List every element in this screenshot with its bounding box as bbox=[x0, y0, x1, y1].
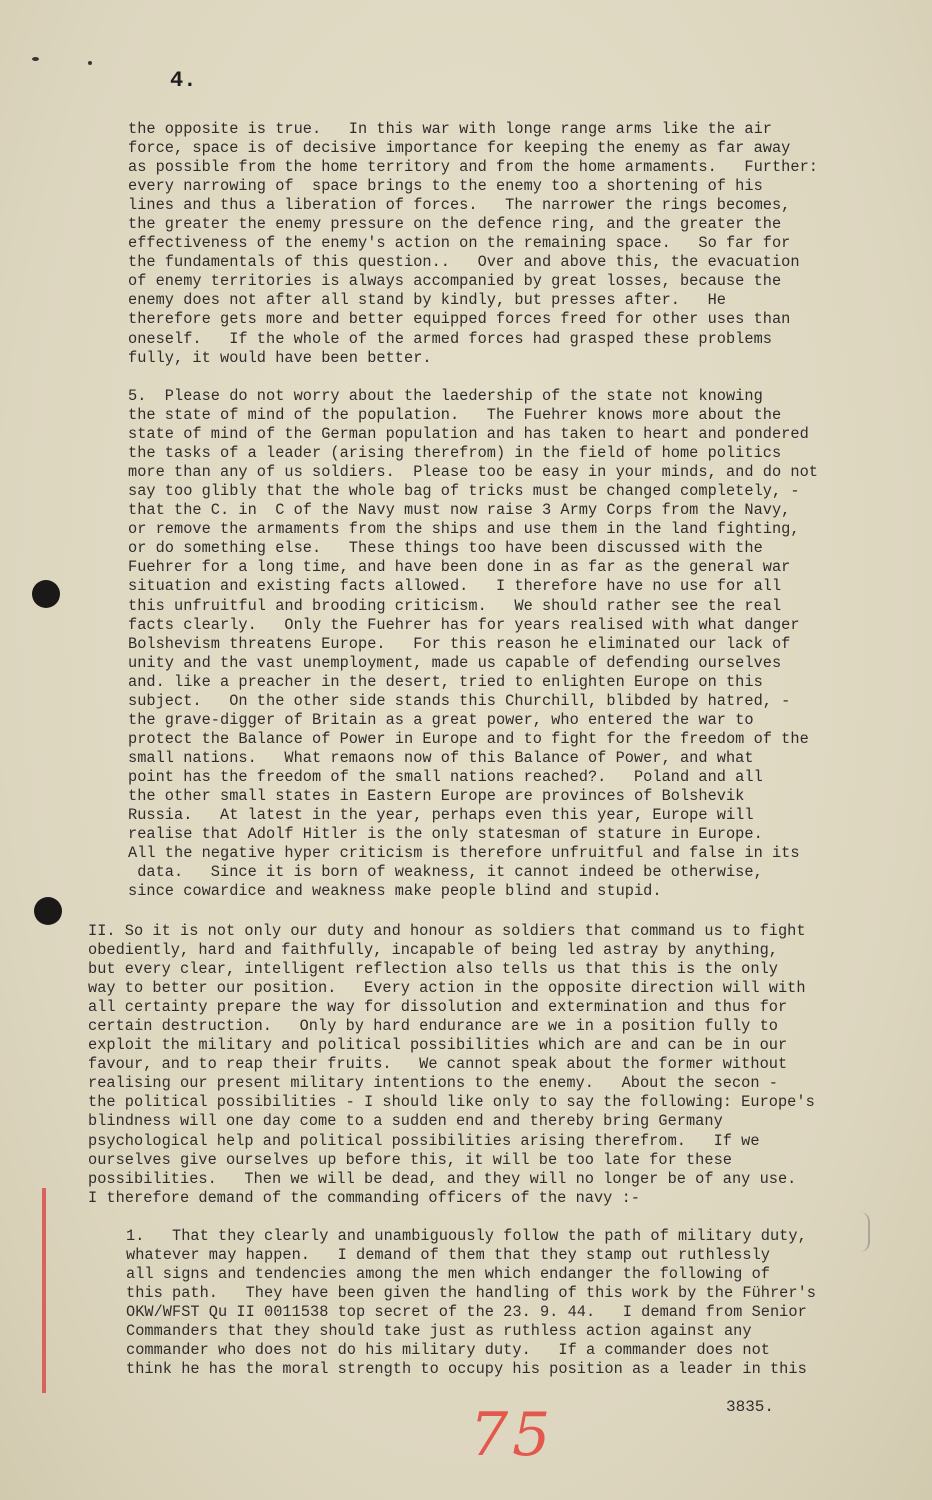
text-line: Bolshevism threatens Europe. For this reason he eliminated our lack of bbox=[128, 634, 791, 653]
text-line: exploit the military and political possibilities which are and can be in our bbox=[88, 1036, 788, 1055]
text-line: obediently, hard and faithfully, incapable of being led astray by anything, bbox=[88, 941, 778, 960]
text-line: or do something else. These things too have been discussed with the bbox=[128, 539, 763, 558]
text-line: favour, and to reap their fruits. We cannot speak about the former without bbox=[88, 1055, 788, 1074]
scan-mark bbox=[32, 57, 39, 61]
text-line: All the negative hyper criticism is therefore unfruitful and false in its bbox=[128, 844, 800, 863]
text-line: point has the freedom of the small nations reached?. Poland and all bbox=[128, 767, 763, 786]
text-line: realise that Adolf Hitler is the only statesman of stature in Europe. bbox=[128, 825, 763, 844]
text-line: but every clear, intelligent reflection also tells us that this is the only bbox=[88, 960, 778, 979]
text-line: this unfruitful and brooding criticism. We should rather see the real bbox=[128, 596, 782, 615]
text-line: fully, it would have been better. bbox=[128, 348, 432, 367]
text-line: that the C. in C of the Navy must now raise 3 Army Corps from the Navy, bbox=[128, 501, 791, 520]
text-line: oneself. If the whole of the armed forces had grasped these problems bbox=[128, 329, 772, 348]
text-line: OKW/WFST Qu II 0011538 top secret of the 23. 9. 44. I demand from Senior bbox=[126, 1303, 807, 1322]
text-line: facts clearly. Only the Fuehrer has for years realised with what danger bbox=[128, 615, 800, 634]
text-line: protect the Balance of Power in Europe and to fight for the freedom of the bbox=[128, 729, 809, 748]
paragraph-point-1 bbox=[126, 1227, 816, 1379]
text-line: the grave-digger of Britain as a great power, who entered the war to bbox=[128, 710, 754, 729]
text-line: way to better our position. Every action in the opposite direction will with bbox=[88, 979, 806, 998]
text-line: certain destruction. Only by hard endurance are we in a position fully to bbox=[88, 1017, 778, 1036]
text-line: the opposite is true. In this war with longe range arms like the air bbox=[128, 120, 772, 138]
text-line: small nations. What remaons now of this Balance of Power, and what bbox=[128, 748, 754, 767]
text-line: subject. On the other side stands this Churchill, blibded by hatred, - bbox=[128, 691, 791, 710]
text-line: and. like a preacher in the desert, tried to enlighten Europe on this bbox=[128, 672, 763, 691]
text-line: unity and the vast unemployment, made us capable of defending ourselves bbox=[128, 653, 782, 672]
pencil-bracket-mark bbox=[858, 1212, 870, 1252]
text-line: II. So it is not only our duty and honour as soldiers that command us to fight bbox=[88, 922, 806, 940]
text-line: the state of mind of the population. The Fuehrer knows more about the bbox=[128, 406, 782, 425]
text-line: the greater the enemy pressure on the defence ring, and the greater the bbox=[128, 215, 782, 234]
text-line: I therefore demand of the commanding officers of the navy :- bbox=[88, 1188, 640, 1207]
text-line: force, space is of decisive importance for keeping the enemy as far away bbox=[128, 139, 791, 158]
text-line: the tasks of a leader (arising therefrom) in the field of home politics bbox=[128, 444, 782, 463]
text-line: of enemy territories is always accompanied by great losses, because the bbox=[128, 272, 782, 291]
text-line: enemy does not after all stand by kindly, but presses after. He bbox=[128, 291, 726, 310]
text-line: say too glibly that the whole bag of tricks must be changed completely, - bbox=[128, 482, 800, 501]
handwritten-number: 75 bbox=[470, 1400, 555, 1470]
text-line: Russia. At latest in the year, perhaps even this year, Europe will bbox=[128, 806, 754, 825]
text-line: lines and thus a liberation of forces. The narrower the rings becomes, bbox=[128, 196, 791, 215]
text-line: psychological help and political possibilities arising therefrom. If we bbox=[88, 1131, 760, 1150]
text-line: 5. Please do not worry about the laedership of the state not knowing bbox=[128, 387, 763, 405]
text-line: more than any of us soldiers. Please too be easy in your minds, and do not bbox=[128, 463, 818, 482]
text-line: or remove the armaments from the ships and use them in the land fighting, bbox=[128, 520, 800, 539]
text-line: situation and existing facts allowed. I therefore have no use for all bbox=[128, 577, 782, 596]
text-line: Fuehrer for a long time, and have been done in as far as the general war bbox=[128, 558, 791, 577]
text-line: every narrowing of space brings to the enemy too a shortening of his bbox=[128, 177, 763, 196]
page-number: 4. bbox=[170, 68, 197, 93]
text-line: ourselves give ourselves up before this, it will be too late for these bbox=[88, 1150, 732, 1169]
text-line: since cowardice and weakness make people blind and stupid. bbox=[128, 882, 662, 901]
text-line: data. Since it is born of weakness, it cannot indeed be otherwise, bbox=[128, 863, 763, 882]
paragraph-point-5 bbox=[128, 387, 818, 901]
paragraph-section-ii bbox=[88, 922, 815, 1208]
document-number: 3835. bbox=[726, 1398, 775, 1416]
text-line: the fundamentals of this question.. Over and above this, the evacuation bbox=[128, 253, 800, 272]
text-line: blindness will one day come to a sudden end and thereby bring Germany bbox=[88, 1112, 723, 1131]
text-line: effectiveness of the enemy's action on the remaining space. So far for bbox=[128, 234, 791, 253]
text-line: think he has the moral strength to occupy his position as a leader in this bbox=[126, 1360, 807, 1379]
text-line: all signs and tendencies among the men which endanger the following of bbox=[126, 1265, 770, 1284]
red-margin-mark bbox=[42, 1188, 46, 1393]
text-line: the political possibilities - I should like only to say the following: Europe's bbox=[88, 1093, 815, 1112]
text-line: realising our present military intentions to the enemy. About the secon - bbox=[88, 1074, 778, 1093]
punch-hole-upper bbox=[32, 580, 60, 608]
scan-mark bbox=[88, 61, 92, 65]
text-line: 1. That they clearly and unambiguously follow the path of military duty, bbox=[126, 1227, 807, 1245]
text-line: all certainty prepare the way for dissolution and extermination and thus for bbox=[88, 998, 788, 1017]
paragraph-continuation bbox=[128, 120, 818, 368]
text-line: the other small states in Eastern Europe are provinces of Bolshevik bbox=[128, 786, 745, 805]
text-line: therefore gets more and better equipped forces freed for other uses than bbox=[128, 310, 791, 329]
text-line: this path. They have been given the handling of this work by the Führer's bbox=[126, 1284, 816, 1303]
text-line: possibilities. Then we will be dead, and they will no longer be of any use. bbox=[88, 1169, 797, 1188]
text-line: state of mind of the German population and has taken to heart and pondered bbox=[128, 425, 809, 444]
text-line: as possible from the home territory and from the home armaments. Further: bbox=[128, 158, 818, 177]
punch-hole-lower bbox=[34, 897, 62, 925]
text-line: commander who does not do his military duty. If a commander does not bbox=[126, 1341, 770, 1360]
text-line: whatever may happen. I demand of them that they stamp out ruthlessly bbox=[126, 1246, 770, 1265]
text-line: Commanders that they should take just as ruthless action against any bbox=[126, 1322, 752, 1341]
